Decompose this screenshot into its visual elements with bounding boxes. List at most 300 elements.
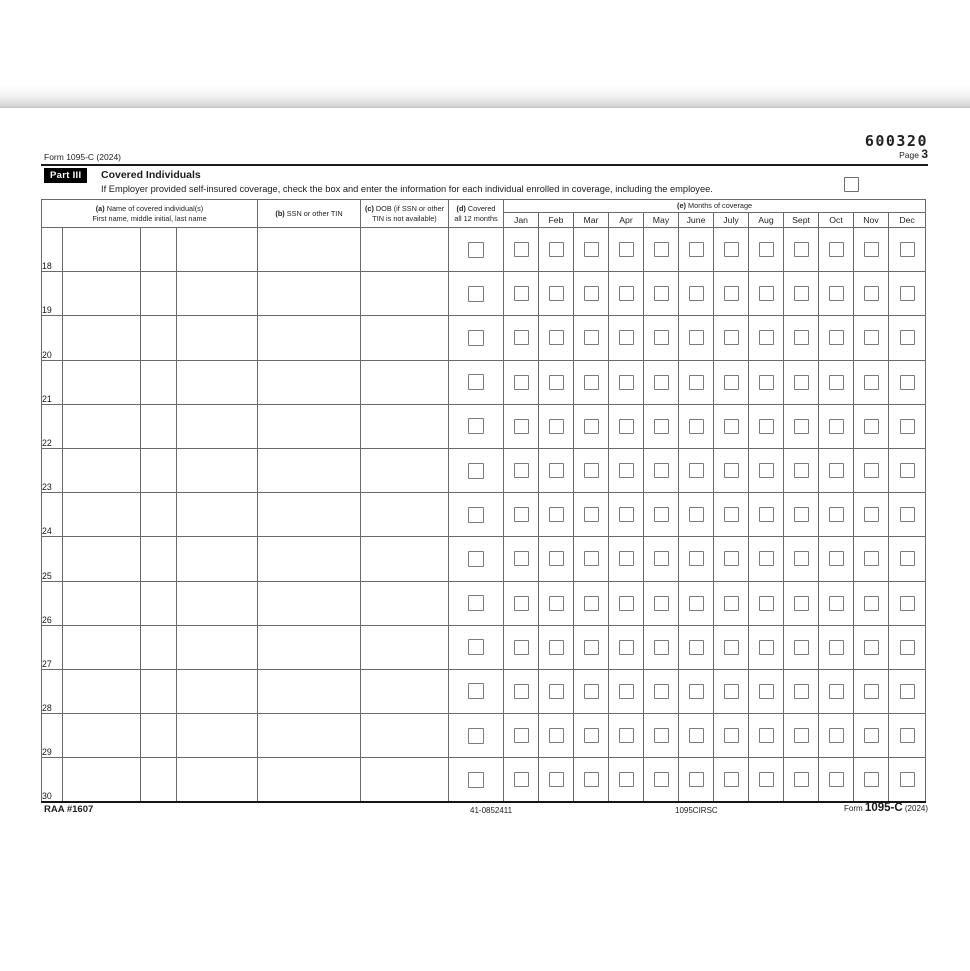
- month-sept-checkbox[interactable]: [794, 684, 809, 699]
- month-jan-checkbox[interactable]: [514, 375, 529, 390]
- month-cell: [609, 758, 644, 802]
- month-june-checkbox[interactable]: [689, 684, 704, 699]
- last-name-field[interactable]: [177, 360, 258, 404]
- page-number: 3: [921, 147, 928, 161]
- month-nov-checkbox[interactable]: [864, 242, 879, 257]
- first-name-field[interactable]: [63, 714, 141, 758]
- month-cell: [504, 537, 539, 581]
- month-july-checkbox[interactable]: [724, 463, 739, 478]
- last-name-field[interactable]: [177, 669, 258, 713]
- month-aug-checkbox[interactable]: [759, 463, 774, 478]
- row-number: [42, 404, 63, 448]
- month-july-checkbox[interactable]: [724, 684, 739, 699]
- first-name-field[interactable]: [63, 758, 141, 802]
- month-may-checkbox[interactable]: [654, 330, 669, 345]
- ssn-field[interactable]: [258, 404, 361, 448]
- month-apr-checkbox[interactable]: [619, 463, 634, 478]
- dob-field[interactable]: [361, 448, 449, 492]
- month-cell: [679, 669, 714, 713]
- month-mar-checkbox[interactable]: [584, 242, 599, 257]
- month-nov-checkbox[interactable]: [864, 728, 879, 743]
- covered-12-months-cell: [449, 448, 504, 492]
- dob-field[interactable]: [361, 625, 449, 669]
- month-aug-checkbox[interactable]: [759, 684, 774, 699]
- month-cell: [504, 360, 539, 404]
- ssn-field[interactable]: [258, 360, 361, 404]
- last-name-field[interactable]: [177, 228, 258, 272]
- month-july-checkbox[interactable]: [724, 596, 739, 611]
- month-may-checkbox[interactable]: [654, 507, 669, 522]
- month-july-checkbox[interactable]: [724, 728, 739, 743]
- dob-field[interactable]: [361, 493, 449, 537]
- last-name-field[interactable]: [177, 448, 258, 492]
- month-aug-checkbox[interactable]: [759, 242, 774, 257]
- dob-field[interactable]: [361, 581, 449, 625]
- month-dec-checkbox[interactable]: [900, 772, 915, 787]
- col-header-name: [42, 200, 258, 228]
- first-name-field[interactable]: [63, 493, 141, 537]
- table-row: [42, 669, 926, 713]
- month-oct-checkbox[interactable]: [829, 551, 844, 566]
- month-jan-checkbox[interactable]: [514, 330, 529, 345]
- month-dec-checkbox[interactable]: [900, 640, 915, 655]
- month-may-checkbox[interactable]: [654, 463, 669, 478]
- month-apr-checkbox[interactable]: [619, 640, 634, 655]
- covered-12-months-checkbox[interactable]: [468, 418, 484, 434]
- month-jan-checkbox[interactable]: [514, 242, 529, 257]
- month-dec-checkbox[interactable]: [900, 507, 915, 522]
- month-feb-checkbox[interactable]: [549, 330, 564, 345]
- month-feb-checkbox[interactable]: [549, 596, 564, 611]
- col-e-text: Months of coverage: [687, 201, 753, 211]
- month-july-checkbox[interactable]: [724, 375, 739, 390]
- col-header-months: [504, 200, 926, 213]
- middle-initial-field[interactable]: [141, 758, 177, 802]
- dob-field[interactable]: [361, 669, 449, 713]
- month-oct-checkbox[interactable]: [829, 375, 844, 390]
- month-nov-checkbox[interactable]: [864, 640, 879, 655]
- month-feb-checkbox[interactable]: [549, 728, 564, 743]
- month-cell: [889, 448, 926, 492]
- month-mar-checkbox[interactable]: [584, 507, 599, 522]
- last-name-field[interactable]: [177, 272, 258, 316]
- month-cell: [644, 758, 679, 802]
- middle-initial-field[interactable]: [141, 625, 177, 669]
- month-cell: [784, 272, 819, 316]
- month-apr-checkbox[interactable]: [619, 684, 634, 699]
- first-name-field[interactable]: [63, 537, 141, 581]
- month-oct-checkbox[interactable]: [829, 507, 844, 522]
- month-apr-checkbox[interactable]: [619, 419, 634, 434]
- month-sept-checkbox[interactable]: [794, 330, 809, 345]
- month-dec-checkbox[interactable]: [900, 684, 915, 699]
- month-july-checkbox[interactable]: [724, 551, 739, 566]
- first-name-field[interactable]: [63, 625, 141, 669]
- month-may-checkbox[interactable]: [654, 242, 669, 257]
- covered-12-months-checkbox[interactable]: [468, 242, 484, 258]
- month-oct-checkbox[interactable]: [829, 286, 844, 301]
- month-sept-checkbox[interactable]: [794, 507, 809, 522]
- middle-initial-field[interactable]: [141, 316, 177, 360]
- ssn-field[interactable]: [258, 493, 361, 537]
- month-june-checkbox[interactable]: [689, 772, 704, 787]
- month-dec-checkbox[interactable]: [900, 330, 915, 345]
- month-dec-checkbox[interactable]: [900, 463, 915, 478]
- month-cell: [854, 360, 889, 404]
- month-apr-checkbox[interactable]: [619, 286, 634, 301]
- month-nov-checkbox[interactable]: [864, 772, 879, 787]
- month-may-checkbox[interactable]: [654, 596, 669, 611]
- month-sept-checkbox[interactable]: [794, 419, 809, 434]
- col-e-marker: (e): [677, 201, 686, 211]
- month-cell: [574, 228, 609, 272]
- month-jan-checkbox[interactable]: [514, 772, 529, 787]
- month-sept-checkbox[interactable]: [794, 286, 809, 301]
- covered-12-months-checkbox[interactable]: [468, 507, 484, 523]
- month-apr-checkbox[interactable]: [619, 551, 634, 566]
- middle-initial-field[interactable]: [141, 581, 177, 625]
- month-nov-checkbox[interactable]: [864, 375, 879, 390]
- month-sept-checkbox[interactable]: [794, 242, 809, 257]
- month-aug-checkbox[interactable]: [759, 772, 774, 787]
- month-cell: [784, 404, 819, 448]
- month-dec-checkbox[interactable]: [900, 375, 915, 390]
- last-name-field[interactable]: [177, 714, 258, 758]
- last-name-field[interactable]: [177, 316, 258, 360]
- month-mar-checkbox[interactable]: [584, 463, 599, 478]
- first-name-field[interactable]: [63, 272, 141, 316]
- ssn-field[interactable]: [258, 714, 361, 758]
- month-dec-checkbox[interactable]: [900, 551, 915, 566]
- month-aug-checkbox[interactable]: [759, 419, 774, 434]
- month-cell: [784, 316, 819, 360]
- month-aug-checkbox[interactable]: [759, 507, 774, 522]
- dob-field[interactable]: [361, 758, 449, 802]
- month-cell: [644, 537, 679, 581]
- month-dec-checkbox[interactable]: [900, 242, 915, 257]
- month-dec-checkbox[interactable]: [900, 419, 915, 434]
- covered-12-months-checkbox[interactable]: [468, 374, 484, 390]
- last-name-field[interactable]: [177, 537, 258, 581]
- table-row: [42, 360, 926, 404]
- month-cell: [539, 404, 574, 448]
- month-june-checkbox[interactable]: [689, 330, 704, 345]
- month-cell: [714, 625, 749, 669]
- month-feb-checkbox[interactable]: [549, 419, 564, 434]
- middle-initial-field[interactable]: [141, 360, 177, 404]
- month-cell: [854, 758, 889, 802]
- month-nov-checkbox[interactable]: [864, 596, 879, 611]
- month-nov-checkbox[interactable]: [864, 330, 879, 345]
- middle-initial-field[interactable]: [141, 537, 177, 581]
- month-nov-checkbox[interactable]: [864, 551, 879, 566]
- month-june-checkbox[interactable]: [689, 242, 704, 257]
- month-nov-checkbox[interactable]: [864, 507, 879, 522]
- month-sept-checkbox[interactable]: [794, 728, 809, 743]
- month-nov-checkbox[interactable]: [864, 419, 879, 434]
- dob-field[interactable]: [361, 360, 449, 404]
- month-apr-checkbox[interactable]: [619, 507, 634, 522]
- month-oct-checkbox[interactable]: [829, 772, 844, 787]
- page-label: Page: [899, 150, 919, 160]
- month-mar-checkbox[interactable]: [584, 286, 599, 301]
- month-jan-checkbox[interactable]: [514, 286, 529, 301]
- table-row: [42, 404, 926, 448]
- month-mar-checkbox[interactable]: [584, 330, 599, 345]
- month-cell: [889, 493, 926, 537]
- ssn-field[interactable]: [258, 758, 361, 802]
- ssn-field[interactable]: [258, 625, 361, 669]
- month-cell: [714, 272, 749, 316]
- month-cell: [504, 714, 539, 758]
- month-cell: [854, 625, 889, 669]
- dob-field[interactable]: [361, 228, 449, 272]
- covered-12-months-checkbox[interactable]: [468, 330, 484, 346]
- month-cell: [504, 669, 539, 713]
- ssn-field[interactable]: [258, 537, 361, 581]
- covered-12-months-checkbox[interactable]: [468, 683, 484, 699]
- month-jan-checkbox[interactable]: [514, 463, 529, 478]
- month-june-checkbox[interactable]: [689, 463, 704, 478]
- month-dec-checkbox[interactable]: [900, 286, 915, 301]
- month-july-checkbox[interactable]: [724, 419, 739, 434]
- month-jan-checkbox[interactable]: [514, 728, 529, 743]
- last-name-field[interactable]: [177, 581, 258, 625]
- month-feb-checkbox[interactable]: [549, 286, 564, 301]
- middle-initial-field[interactable]: [141, 272, 177, 316]
- month-feb-checkbox[interactable]: [549, 640, 564, 655]
- month-oct-checkbox[interactable]: [829, 419, 844, 434]
- col-header-covered-12: [449, 200, 504, 228]
- row-number: [42, 625, 63, 669]
- month-nov-checkbox[interactable]: [864, 286, 879, 301]
- month-sept-checkbox[interactable]: [794, 551, 809, 566]
- month-header-feb: Feb: [539, 213, 574, 228]
- month-feb-checkbox[interactable]: [549, 375, 564, 390]
- month-feb-checkbox[interactable]: [549, 463, 564, 478]
- month-oct-checkbox[interactable]: [829, 640, 844, 655]
- month-may-checkbox[interactable]: [654, 684, 669, 699]
- month-cell: [854, 316, 889, 360]
- month-sept-checkbox[interactable]: [794, 596, 809, 611]
- month-july-checkbox[interactable]: [724, 242, 739, 257]
- row-number-label: 30: [42, 790, 52, 801]
- product-code: 1095CIRSC: [675, 806, 718, 815]
- month-cell: [854, 493, 889, 537]
- covered-12-months-checkbox[interactable]: [468, 551, 484, 567]
- month-cell: [539, 272, 574, 316]
- covered-12-months-checkbox[interactable]: [468, 286, 484, 302]
- month-apr-checkbox[interactable]: [619, 242, 634, 257]
- last-name-field[interactable]: [177, 758, 258, 802]
- month-aug-checkbox[interactable]: [759, 375, 774, 390]
- middle-initial-field[interactable]: [141, 493, 177, 537]
- ssn-field[interactable]: [258, 448, 361, 492]
- month-july-checkbox[interactable]: [724, 640, 739, 655]
- self-insured-coverage-checkbox[interactable]: [844, 177, 859, 192]
- ssn-field[interactable]: [258, 316, 361, 360]
- first-name-field[interactable]: [63, 404, 141, 448]
- month-june-checkbox[interactable]: [689, 507, 704, 522]
- month-feb-checkbox[interactable]: [549, 242, 564, 257]
- month-may-checkbox[interactable]: [654, 772, 669, 787]
- month-oct-checkbox[interactable]: [829, 596, 844, 611]
- month-july-checkbox[interactable]: [724, 772, 739, 787]
- covered-12-months-checkbox[interactable]: [468, 639, 484, 655]
- covered-12-months-checkbox[interactable]: [468, 728, 484, 744]
- month-cell: [714, 537, 749, 581]
- middle-initial-field[interactable]: [141, 228, 177, 272]
- month-cell: [784, 360, 819, 404]
- month-june-checkbox[interactable]: [689, 375, 704, 390]
- month-cell: [854, 228, 889, 272]
- dob-field[interactable]: [361, 316, 449, 360]
- row-number-label: 26: [42, 614, 52, 625]
- month-feb-checkbox[interactable]: [549, 684, 564, 699]
- month-cell: [889, 625, 926, 669]
- month-june-checkbox[interactable]: [689, 596, 704, 611]
- month-cell: [574, 316, 609, 360]
- month-cell: [784, 581, 819, 625]
- month-june-checkbox[interactable]: [689, 640, 704, 655]
- month-cell: [889, 669, 926, 713]
- middle-initial-field[interactable]: [141, 404, 177, 448]
- month-apr-checkbox[interactable]: [619, 772, 634, 787]
- month-jan-checkbox[interactable]: [514, 551, 529, 566]
- month-cell: [749, 448, 784, 492]
- month-aug-checkbox[interactable]: [759, 330, 774, 345]
- ssn-field[interactable]: [258, 581, 361, 625]
- vendor-code: RAA #1607: [44, 804, 94, 815]
- month-cell: [784, 537, 819, 581]
- month-cell: [609, 581, 644, 625]
- covered-12-months-cell: [449, 316, 504, 360]
- month-cell: [574, 714, 609, 758]
- month-oct-checkbox[interactable]: [829, 463, 844, 478]
- dob-field[interactable]: [361, 714, 449, 758]
- month-oct-checkbox[interactable]: [829, 728, 844, 743]
- covered-12-months-checkbox[interactable]: [468, 772, 484, 788]
- month-june-checkbox[interactable]: [689, 286, 704, 301]
- batch-number: 600320: [864, 132, 928, 150]
- month-july-checkbox[interactable]: [724, 507, 739, 522]
- last-name-field[interactable]: [177, 404, 258, 448]
- month-nov-checkbox[interactable]: [864, 684, 879, 699]
- first-name-field[interactable]: [63, 360, 141, 404]
- month-cell: [819, 272, 854, 316]
- month-oct-checkbox[interactable]: [829, 684, 844, 699]
- middle-initial-field[interactable]: [141, 448, 177, 492]
- month-may-checkbox[interactable]: [654, 640, 669, 655]
- month-feb-checkbox[interactable]: [549, 551, 564, 566]
- month-cell: [539, 537, 574, 581]
- month-aug-checkbox[interactable]: [759, 596, 774, 611]
- ssn-field[interactable]: [258, 669, 361, 713]
- month-cell: [714, 669, 749, 713]
- month-june-checkbox[interactable]: [689, 419, 704, 434]
- first-name-field[interactable]: [63, 316, 141, 360]
- month-cell: [504, 272, 539, 316]
- month-sept-checkbox[interactable]: [794, 640, 809, 655]
- month-cell: [749, 228, 784, 272]
- month-may-checkbox[interactable]: [654, 551, 669, 566]
- month-oct-checkbox[interactable]: [829, 330, 844, 345]
- dob-field[interactable]: [361, 537, 449, 581]
- month-jan-checkbox[interactable]: [514, 640, 529, 655]
- month-july-checkbox[interactable]: [724, 286, 739, 301]
- first-name-field[interactable]: [63, 448, 141, 492]
- month-feb-checkbox[interactable]: [549, 772, 564, 787]
- month-cell: [749, 714, 784, 758]
- month-jan-checkbox[interactable]: [514, 419, 529, 434]
- middle-initial-field[interactable]: [141, 714, 177, 758]
- table-row: [42, 581, 926, 625]
- month-aug-checkbox[interactable]: [759, 551, 774, 566]
- month-june-checkbox[interactable]: [689, 551, 704, 566]
- col-header-dob: [361, 200, 449, 228]
- month-apr-checkbox[interactable]: [619, 375, 634, 390]
- month-cell: [784, 448, 819, 492]
- first-name-field[interactable]: [63, 228, 141, 272]
- month-sept-checkbox[interactable]: [794, 463, 809, 478]
- month-mar-checkbox[interactable]: [584, 728, 599, 743]
- month-may-checkbox[interactable]: [654, 419, 669, 434]
- dob-field[interactable]: [361, 272, 449, 316]
- month-may-checkbox[interactable]: [654, 728, 669, 743]
- month-oct-checkbox[interactable]: [829, 242, 844, 257]
- dob-field[interactable]: [361, 404, 449, 448]
- month-mar-checkbox[interactable]: [584, 551, 599, 566]
- month-aug-checkbox[interactable]: [759, 640, 774, 655]
- month-mar-checkbox[interactable]: [584, 640, 599, 655]
- month-jan-checkbox[interactable]: [514, 684, 529, 699]
- month-mar-checkbox[interactable]: [584, 419, 599, 434]
- month-apr-checkbox[interactable]: [619, 728, 634, 743]
- month-june-checkbox[interactable]: [689, 728, 704, 743]
- month-apr-checkbox[interactable]: [619, 596, 634, 611]
- month-july-checkbox[interactable]: [724, 330, 739, 345]
- month-jan-checkbox[interactable]: [514, 507, 529, 522]
- month-feb-checkbox[interactable]: [549, 507, 564, 522]
- month-sept-checkbox[interactable]: [794, 375, 809, 390]
- month-may-checkbox[interactable]: [654, 286, 669, 301]
- month-nov-checkbox[interactable]: [864, 463, 879, 478]
- month-mar-checkbox[interactable]: [584, 375, 599, 390]
- row-number-label: 27: [42, 658, 52, 669]
- month-dec-checkbox[interactable]: [900, 596, 915, 611]
- month-apr-checkbox[interactable]: [619, 330, 634, 345]
- month-aug-checkbox[interactable]: [759, 286, 774, 301]
- first-name-field[interactable]: [63, 669, 141, 713]
- month-dec-checkbox[interactable]: [900, 728, 915, 743]
- middle-initial-field[interactable]: [141, 669, 177, 713]
- covered-12-months-checkbox[interactable]: [468, 595, 484, 611]
- month-mar-checkbox[interactable]: [584, 596, 599, 611]
- month-mar-checkbox[interactable]: [584, 684, 599, 699]
- month-sept-checkbox[interactable]: [794, 772, 809, 787]
- month-jan-checkbox[interactable]: [514, 596, 529, 611]
- month-aug-checkbox[interactable]: [759, 728, 774, 743]
- ssn-field[interactable]: [258, 272, 361, 316]
- last-name-field[interactable]: [177, 625, 258, 669]
- month-cell: [819, 360, 854, 404]
- ssn-field[interactable]: [258, 228, 361, 272]
- month-mar-checkbox[interactable]: [584, 772, 599, 787]
- month-may-checkbox[interactable]: [654, 375, 669, 390]
- last-name-field[interactable]: [177, 493, 258, 537]
- first-name-field[interactable]: [63, 581, 141, 625]
- covered-12-months-checkbox[interactable]: [468, 463, 484, 479]
